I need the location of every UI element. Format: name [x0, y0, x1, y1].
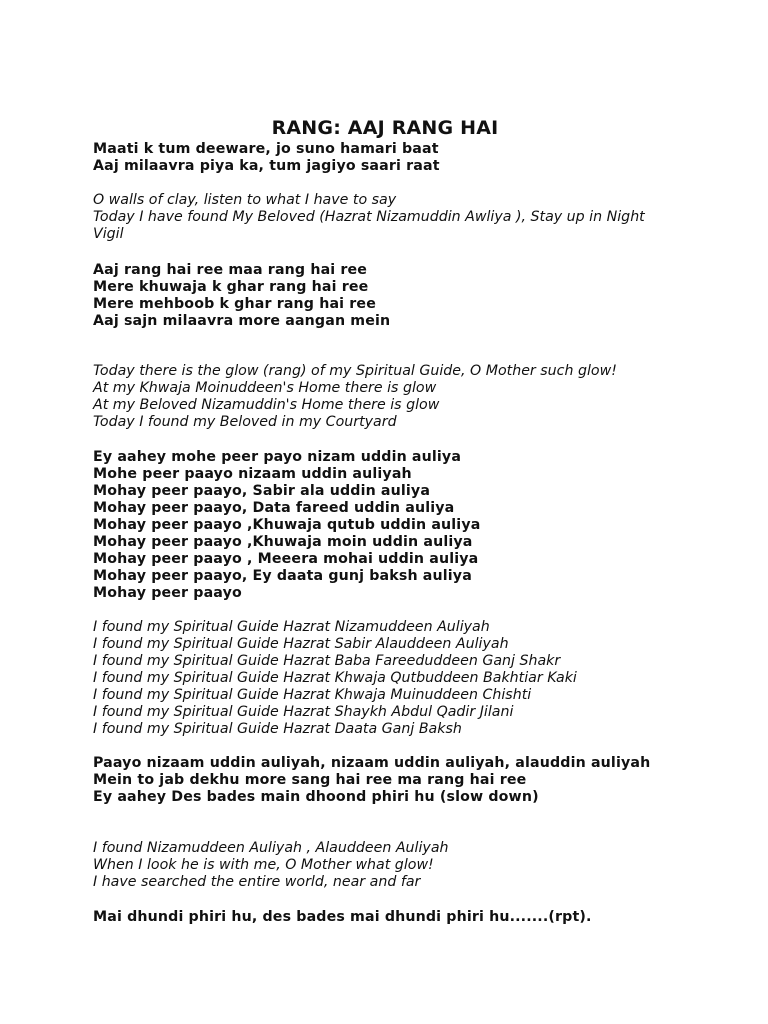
translation-line: I found Nizamuddeen Auliyah , Alauddeen Auliyah: [93, 840, 449, 856]
lyric-line: Mohay peer paayo, Sabir ala uddin auliya: [93, 483, 431, 499]
lyric-line: Mere mehboob k ghar rang hai ree: [93, 296, 376, 312]
lyric-line: Aaj milaavra piya ka, tum jagiyo saari raat: [93, 158, 440, 174]
lyric-line: Ey aahey mohe peer payo nizam uddin auliya: [93, 449, 462, 465]
stanza-urdu-1: [93, 141, 663, 175]
translation-line: At my Beloved Nizamuddin's Home there is glow: [93, 397, 440, 413]
lyric-line: Maati k tum deeware, jo suno hamari baat: [93, 141, 439, 157]
lyric-line: Mere khuwaja k ghar rang hai ree: [93, 279, 369, 295]
translation-line: I found my Spiritual Guide Hazrat Sabir Alauddeen Auliyah: [93, 636, 509, 652]
lyric-line: Aaj rang hai ree maa rang hai ree: [93, 262, 368, 278]
translation-line: I found my Spiritual Guide Hazrat Daata Ganj Baksh: [93, 721, 462, 737]
translation-line: Today I found my Beloved in my Courtyard: [93, 414, 397, 430]
stanza-urdu-5: [93, 909, 663, 926]
translation-line: O walls of clay, listen to what I have to say: [93, 192, 397, 208]
stanza-translation-3: [93, 619, 663, 738]
lyric-line: Mohay peer paayo , Meeera mohai uddin auliya: [93, 551, 479, 567]
lyric-line: Mein to jab dekhu more sang hai ree ma rang hai ree: [93, 772, 527, 788]
translation-line: When I look he is with me, O Mother what glow!: [93, 857, 434, 873]
lyric-line: Mohay peer paayo, Data fareed uddin auliya: [93, 500, 455, 516]
translation-line: Today I have found My Beloved (Hazrat Nizamuddin Awliya ), Stay up in Night Vigil: [93, 209, 645, 242]
lyric-line: Mohay peer paayo, Ey daata gunj baksh auliya: [93, 568, 472, 584]
lyric-line: Ey aahey Des bades main dhoond phiri hu (slow down): [93, 789, 539, 805]
translation-line: I found my Spiritual Guide Hazrat Shaykh Abdul Qadir Jilani: [93, 704, 514, 720]
translation-line: I have searched the entire world, near and far: [93, 874, 421, 890]
stanza-urdu-3: [93, 449, 663, 602]
translation-line: At my Khwaja Moinuddeen's Home there is glow: [93, 380, 437, 396]
stanza-translation-1: [93, 192, 663, 243]
stanza-translation-4: [93, 840, 663, 891]
translation-line: I found my Spiritual Guide Hazrat Khwaja Muinuddeen Chishti: [93, 687, 532, 703]
translation-line: I found my Spiritual Guide Hazrat Baba Fareeduddeen Ganj Shakr: [93, 653, 561, 669]
lyric-line: Mohay peer paayo ,Khuwaja qutub uddin auliya: [93, 517, 481, 533]
stanza-urdu-4: [93, 755, 663, 806]
stanza-urdu-2: [93, 262, 663, 330]
stanza-translation-2: [93, 363, 663, 431]
lyric-line: Mohay peer paayo: [93, 585, 242, 601]
lyric-line: Paayo nizaam uddin auliyah, nizaam uddin auliyah, alauddin auliyah: [93, 755, 651, 771]
lyric-line: Mai dhundi phiri hu, des bades mai dhundi phiri hu.......(rpt).: [93, 909, 592, 925]
lyric-line: Aaj sajn milaavra more aangan mein: [93, 313, 391, 329]
lyric-line: Mohe peer paayo nizaam uddin auliyah: [93, 466, 412, 482]
lyric-line: Mohay peer paayo ,Khuwaja moin uddin auliya: [93, 534, 473, 550]
page-title: RANG: AAJ RANG HAI: [271, 117, 499, 139]
translation-line: I found my Spiritual Guide Hazrat Khwaja Qutbuddeen Bakhtiar Kaki: [93, 670, 577, 686]
translation-line: Today there is the glow (rang) of my Spiritual Guide, O Mother such glow!: [93, 363, 617, 379]
translation-line: I found my Spiritual Guide Hazrat Nizamuddeen Auliyah: [93, 619, 490, 635]
